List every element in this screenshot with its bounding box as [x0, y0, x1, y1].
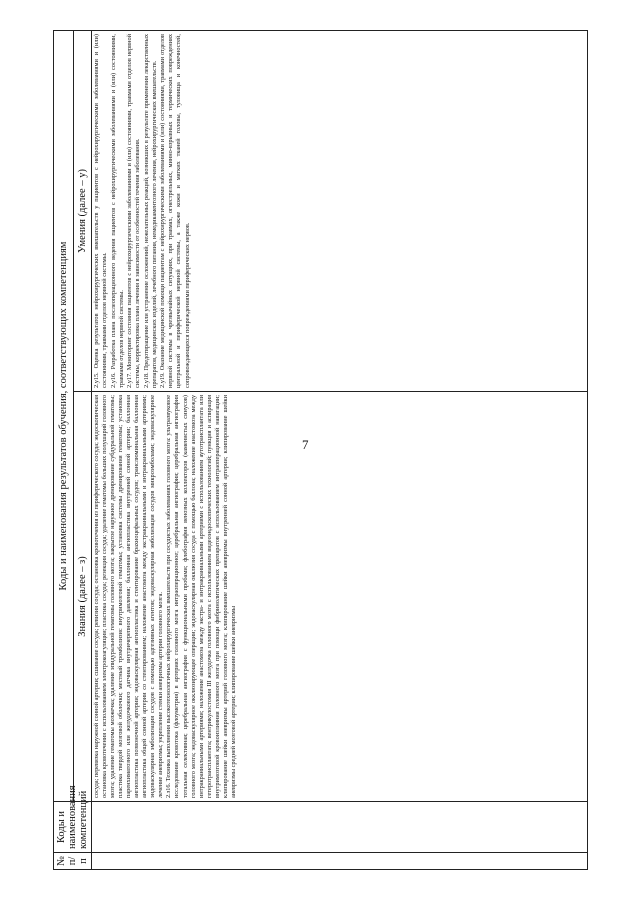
header-codes: Коды и наименования компетенций	[54, 802, 92, 853]
header-number: № п/п	[54, 853, 92, 870]
competency-table	[53, 30, 588, 870]
skill-item: 2.у17. Мониторинг состояния пациентов с нейрохирургическими заболеваниями и (или) состояниями, травмами отделов нервной системы, корректировка плана лечения в зависимости от особенностей течения заболевания.	[126, 34, 142, 388]
cell-skills	[92, 31, 588, 392]
rotated-page-content	[53, 30, 588, 870]
header-skills: Умения (далее – у)	[74, 31, 92, 392]
cell-knowledge	[92, 392, 588, 802]
skill-item: 2.у18. Предотвращение или устранение осложнений, нежелательных реакций, возникших в результате применения лекарственных препаратов, медицинских изделий, лечебного питания, немедикаментозного лечения, нейрохирургических вмешательств.	[142, 34, 158, 388]
cell-codes	[92, 802, 588, 853]
skill-item: 2.у16. Разработка плана послеоперационного ведения пациентов с нейрохирургическими заболеваниями и (или) состояниями, травмами отделов нервной системы.	[109, 34, 125, 388]
header-results-group: Коды и наименования результатов обучения, соответствующих компетенциям	[54, 31, 74, 802]
skill-item: 2.у19. Оказание медицинской помощи пациентам с нейрохирургическими заболеваниями и (или) состояниями, травмами отделов нервной системы в чрезвычайных ситуациях, при травмах, огнестрельных, минно-взрывных и термических повреждениях центральной и периферической нервной системы, а также кожи и мягких тканей головы, туловища и конечностей, сопровождающихся повреждениями периферических нервов.	[159, 34, 191, 388]
skill-item: 2.у15. Оценка результатов нейрохирургических вмешательств у пациентов с нейрохирургическими заболеваниями и (или) состояниями, травмами отделов нервной системы.	[93, 34, 109, 388]
page-number: 7	[302, 437, 309, 452]
header-knowledge: Знания (далее – з)	[74, 392, 92, 802]
knowledge-paragraph: 2.з16. Техника выполнения высокотехнологичных нейрохирургических вмешательств при сосудистых заболеваниях головного мозга: ультразвуковое исследование кровотока (флоуметрия) в артериях головного мозга интраоперационное; церебральная ангиография; церебральная ангиография тотальная селективная; церебральная ангиография с функциональными пробами; флебография венозных коллекторов (каменистых синусов) головного мозга; эндоваскулярное окклюзирующее операции; эндоваскулярная окклюзия сосуда с помощью баллона; наложение анастомоза между интракраниальными артериями; наложение анастомоза между экстра- и интракраниальными артериями с использованием аутотрансплантата или гетеротрансплантата; вентрикулостомия III желудочка головного мозга с использованием видеоэндоскопических технологий; пункция и аспирация внутримозговой кровоизлияния головного мозга при помощи фибринолитических препаратов с использованием интраоперационной навигации; клипирование шейки аневризмы артерий головного мозга; клипирование шейки аневризмы внутренней сонной артерии; клипирование шейки аневризмы средней мозговой артерии; клипирование шейки аневризмы	[165, 395, 237, 798]
cell-number	[92, 853, 588, 870]
knowledge-paragraph: сосуда; перевязка наружной сонной артерии; сшивание сосуда; ревизия сосуда; остановка кровотечения из периферического сосуда; эндоскопическая остановка кровотечения с использованием электрокоагуляции; пластика сосуда; резекция сосуда; удаление гематомы больших полушарий головного мозга; удаление гематомы мозжечка; удаление эпидуральной гематомы головного мозга; закрытое наружное дренирование субдуральной гематомы; пластика твердой мозговой оболочки; местный тромболизис внутримозговой гематомы; установка системы дренирования гематомы; установка паренхиматозного или желудочкового датчика внутричерепного давления; баллонная ангиопластика внутренней сонной артерии; баллонная ангиопластика позвоночной артерии; эндоваскулярная ангиопластика и стентирование брахиоцефальных сосудов; транслюминальная баллонная ангиопластика общей сонной артерии со стентированием; наложение анастомоза между экстракраниальными и интракраниальными артериями; эндоваскулярная эмболизация сосудов с помощью адгезивных агентов; эндоваскулярная эмболизация сосудов микроэмболами; эндоваскулярное лечение аневризмы; укрепление стенки аневризмы артерии головного мозга.	[93, 395, 165, 798]
